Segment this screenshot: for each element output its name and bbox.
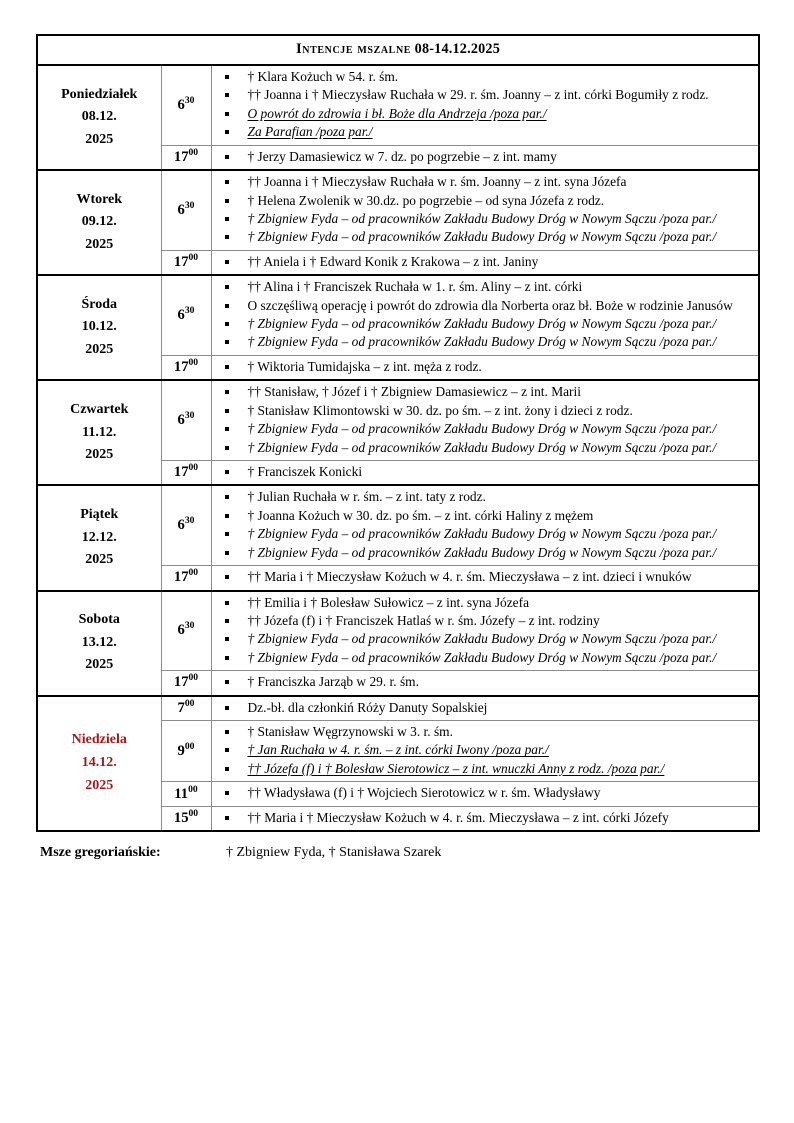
intention-text: †† Władysława (f) i † Wojciech Sierotowicz w r. śm. Władysławy bbox=[247, 785, 601, 801]
mass-minutes: 00 bbox=[188, 783, 198, 795]
header-row bbox=[37, 35, 759, 65]
mass-hour: 17 bbox=[173, 569, 189, 586]
day-name: Poniedziałek bbox=[61, 86, 138, 102]
day-cell bbox=[37, 275, 161, 380]
day-date: 10.12. bbox=[81, 319, 117, 335]
gregorian-masses-label: Msze gregoriańskie: bbox=[40, 845, 161, 861]
day-cell bbox=[37, 696, 161, 832]
day-year: 2025 bbox=[85, 236, 114, 252]
mass-minutes: 30 bbox=[184, 410, 195, 422]
mass-minutes: 00 bbox=[188, 147, 199, 159]
mass-minutes: 00 bbox=[188, 252, 199, 264]
intention-item bbox=[218, 173, 753, 191]
intention-item bbox=[218, 333, 753, 351]
intention-item bbox=[218, 278, 753, 296]
intention-item bbox=[218, 723, 753, 741]
mass-row bbox=[37, 485, 759, 565]
intention-item bbox=[218, 630, 753, 648]
intention-list bbox=[218, 673, 753, 691]
intention-text: †† Joanna i † Mieczysław Ruchała w r. śm. Joanny – z int. syna Józefa bbox=[247, 174, 627, 190]
intentions-cell bbox=[211, 721, 759, 782]
mass-minutes: 30 bbox=[184, 94, 195, 106]
mass-schedule-table bbox=[36, 34, 760, 832]
day-date: 08.12. bbox=[81, 109, 117, 125]
mass-time-cell bbox=[161, 380, 211, 460]
mass-time-cell bbox=[161, 721, 211, 782]
intention-list bbox=[218, 68, 753, 142]
intention-list bbox=[218, 463, 753, 481]
mass-hour: 11 bbox=[174, 785, 189, 802]
mass-minutes: 30 bbox=[184, 200, 195, 212]
mass-time-cell bbox=[161, 250, 211, 275]
page-title bbox=[37, 35, 759, 65]
intention-item bbox=[218, 358, 753, 376]
mass-row bbox=[37, 380, 759, 460]
intention-text: † Wiktoria Tumidajska – z int. męża z rodz. bbox=[247, 358, 482, 374]
intention-text: † Zbigniew Fyda – od pracowników Zakładu Budowy Dróg w Nowym Sączu /poza par./ bbox=[247, 631, 717, 647]
intentions-cell bbox=[211, 671, 759, 696]
mass-time-cell bbox=[161, 782, 211, 806]
mass-row bbox=[37, 696, 759, 721]
intention-item bbox=[218, 383, 753, 401]
intention-list bbox=[218, 809, 753, 827]
day-cell bbox=[37, 170, 161, 275]
intention-list bbox=[218, 699, 753, 717]
mass-hour: 17 bbox=[173, 148, 189, 165]
mass-time-cell bbox=[161, 806, 211, 831]
mass-minutes: 00 bbox=[188, 567, 199, 579]
intention-item bbox=[218, 507, 753, 525]
intention-item bbox=[218, 784, 753, 802]
mass-row bbox=[37, 65, 759, 145]
mass-minutes: 00 bbox=[184, 697, 195, 709]
intention-text: † Franciszka Jarząb w 29. r. śm. bbox=[247, 674, 419, 690]
intention-list bbox=[218, 383, 753, 457]
intention-text: †† Joanna i † Mieczysław Ruchała w 29. r. śm. Joanny – z int. córki Bogumiły z rodz. bbox=[247, 87, 709, 103]
mass-hour: 6 bbox=[177, 307, 185, 324]
intention-item bbox=[218, 297, 753, 315]
mass-hour: 7 bbox=[177, 699, 185, 716]
intention-text: † Zbigniew Fyda – od pracowników Zakładu Budowy Dróg w Nowym Sączu /poza par./ bbox=[247, 526, 717, 542]
intention-text: † Julian Ruchała w r. śm. – z int. taty z rodz. bbox=[247, 489, 486, 505]
intention-item bbox=[218, 402, 753, 420]
intention-text: † Zbigniew Fyda – od pracowników Zakładu Budowy Dróg w Nowym Sączu /poza par./ bbox=[247, 421, 717, 437]
day-cell bbox=[37, 65, 161, 170]
day-year: 2025 bbox=[85, 777, 114, 793]
intention-text: †† Józefa (f) i † Franciszek Hatlaś w r. śm. Józefy – z int. rodziny bbox=[247, 612, 600, 628]
intention-text: O szczęśliwą operację i powrót do zdrowia dla Norberta oraz bł. Boże w rodzinie Janusów bbox=[247, 297, 733, 313]
day-cell bbox=[37, 380, 161, 485]
intention-text: Dz.-bł. dla członkiń Róży Danuty Sopalskiej bbox=[247, 699, 488, 715]
intention-text: O powrót do zdrowia i bł. Boże dla Andrzeja /poza par./ bbox=[247, 105, 547, 121]
mass-time-cell bbox=[161, 275, 211, 355]
intention-item bbox=[218, 148, 753, 166]
intention-text: †† Alina i † Franciszek Ruchała w 1. r. śm. Aliny – z int. córki bbox=[247, 279, 583, 295]
day-name: Sobota bbox=[78, 612, 120, 628]
intentions-cell bbox=[211, 170, 759, 250]
intention-item bbox=[218, 210, 753, 228]
mass-hour: 17 bbox=[173, 674, 189, 691]
intentions-cell bbox=[211, 355, 759, 380]
intention-text: † Jerzy Damasiewicz w 7. dz. po pogrzebie – z int. mamy bbox=[247, 148, 557, 164]
mass-time-cell bbox=[161, 485, 211, 565]
table-header bbox=[37, 35, 759, 65]
intention-text: † Zbigniew Fyda – od pracowników Zakładu Budowy Dróg w Nowym Sączu /poza par./ bbox=[247, 316, 717, 332]
intentions-cell bbox=[211, 65, 759, 145]
day-year: 2025 bbox=[85, 342, 114, 358]
intentions-cell bbox=[211, 696, 759, 721]
intentions-cell bbox=[211, 275, 759, 355]
intention-text: †† Aniela i † Edward Konik z Krakowa – z int. Janiny bbox=[247, 253, 539, 269]
mass-minutes: 00 bbox=[188, 357, 199, 369]
day-year: 2025 bbox=[85, 552, 114, 568]
mass-hour: 6 bbox=[177, 201, 185, 218]
intention-text: † Franciszek Konicki bbox=[247, 463, 363, 479]
intention-item bbox=[218, 123, 753, 141]
intention-text: †† Józefa (f) i † Bolesław Sierotowicz – z int. wnuczki Anny z rodz. /poza par./ bbox=[247, 760, 665, 776]
intentions-cell bbox=[211, 380, 759, 460]
intentions-cell bbox=[211, 591, 759, 671]
mass-minutes: 30 bbox=[184, 515, 195, 527]
day-name: Czwartek bbox=[70, 401, 129, 417]
intention-text: Za Parafian /poza par./ bbox=[247, 124, 373, 140]
intention-text: † Joanna Kożuch w 30. dz. po śm. – z int. córki Haliny z mężem bbox=[247, 507, 594, 523]
mass-time-cell bbox=[161, 170, 211, 250]
gregorian-masses-value: † Zbigniew Fyda, † Stanisława Szarek bbox=[226, 845, 442, 861]
intention-text: †† Maria i † Mieczysław Kożuch w 4. r. śm. Mieczysława – z int. dzieci i wnuków bbox=[247, 569, 692, 585]
intention-item bbox=[218, 488, 753, 506]
day-name: Wtorek bbox=[76, 191, 123, 207]
intention-item bbox=[218, 649, 753, 667]
mass-hour: 17 bbox=[173, 253, 189, 270]
intention-item bbox=[218, 568, 753, 586]
intention-item bbox=[218, 741, 753, 759]
intention-item bbox=[218, 809, 753, 827]
mass-minutes: 00 bbox=[188, 462, 199, 474]
day-date: 12.12. bbox=[81, 529, 117, 545]
mass-minutes: 30 bbox=[184, 620, 195, 632]
title-date-range: 08-14.12.2025 bbox=[414, 41, 501, 57]
day-date: 13.12. bbox=[81, 634, 117, 650]
intention-list bbox=[218, 148, 753, 166]
intention-list bbox=[218, 723, 753, 778]
intention-item bbox=[218, 612, 753, 630]
mass-hour: 6 bbox=[177, 96, 185, 113]
intention-list bbox=[218, 173, 753, 247]
intention-list bbox=[218, 253, 753, 271]
mass-hour: 15 bbox=[173, 809, 189, 826]
mass-time-cell bbox=[161, 696, 211, 721]
intention-text: † Zbigniew Fyda – od pracowników Zakładu Budowy Dróg w Nowym Sączu /poza par./ bbox=[247, 210, 717, 226]
intentions-cell bbox=[211, 460, 759, 485]
intention-item bbox=[218, 439, 753, 457]
intention-list bbox=[218, 568, 753, 586]
intention-text: † Jan Ruchała w 4. r. śm. – z int. córki Iwony /poza par./ bbox=[247, 742, 549, 758]
mass-hour: 17 bbox=[173, 464, 189, 481]
intention-list bbox=[218, 278, 753, 352]
intention-text: † Zbigniew Fyda – od pracowników Zakładu Budowy Dróg w Nowym Sączu /poza par./ bbox=[247, 439, 717, 455]
day-name: Niedziela bbox=[71, 732, 127, 748]
mass-hour: 6 bbox=[177, 622, 185, 639]
intention-item bbox=[218, 463, 753, 481]
intention-item bbox=[218, 594, 753, 612]
intention-list bbox=[218, 488, 753, 562]
mass-minutes: 00 bbox=[188, 808, 199, 820]
intention-text: †† Maria i † Mieczysław Kożuch w 4. r. śm. Mieczysława – z int. córki Józefy bbox=[247, 809, 669, 825]
mass-hour: 9 bbox=[177, 742, 185, 759]
intention-text: †† Emilia i † Bolesław Sułowicz – z int. syna Józefa bbox=[247, 594, 530, 610]
mass-hour: 6 bbox=[177, 517, 185, 534]
intention-text: † Helena Zwolenik w 30.dz. po pogrzebie – od syna Józefa z rodz. bbox=[247, 192, 605, 208]
intention-item bbox=[218, 253, 753, 271]
intention-text: † Klara Kożuch w 54. r. śm. bbox=[247, 68, 399, 84]
intentions-cell bbox=[211, 250, 759, 275]
mass-hour: 17 bbox=[173, 359, 189, 376]
intention-item bbox=[218, 86, 753, 104]
intention-item bbox=[218, 544, 753, 562]
day-name: Środa bbox=[81, 296, 118, 312]
mass-minutes: 00 bbox=[184, 740, 195, 752]
intention-item bbox=[218, 699, 753, 717]
intention-text: † Stanisław Węgrzynowski w 3. r. śm. bbox=[247, 724, 453, 740]
day-cell bbox=[37, 485, 161, 590]
intention-item bbox=[218, 192, 753, 210]
intention-item bbox=[218, 760, 753, 778]
intention-item bbox=[218, 315, 753, 333]
intention-item bbox=[218, 105, 753, 123]
day-date: 14.12. bbox=[81, 755, 117, 771]
table-body bbox=[37, 65, 759, 831]
intention-text: † Stanisław Klimontowski w 30. dz. po śm. – z int. żony i dzieci z rodz. bbox=[247, 402, 633, 418]
intention-list bbox=[218, 594, 753, 668]
mass-time-cell bbox=[161, 65, 211, 145]
mass-time-cell bbox=[161, 355, 211, 380]
mass-time-cell bbox=[161, 591, 211, 671]
mass-time-cell bbox=[161, 566, 211, 591]
day-date: 11.12. bbox=[82, 424, 117, 440]
mass-time-cell bbox=[161, 671, 211, 696]
intention-text: † Zbigniew Fyda – od pracowników Zakładu Budowy Dróg w Nowym Sączu /poza par./ bbox=[247, 649, 717, 665]
mass-minutes: 30 bbox=[184, 305, 195, 317]
intention-item bbox=[218, 420, 753, 438]
mass-row bbox=[37, 591, 759, 671]
intentions-cell bbox=[211, 566, 759, 591]
day-year: 2025 bbox=[85, 447, 114, 463]
day-date: 09.12. bbox=[81, 214, 117, 230]
intentions-cell bbox=[211, 806, 759, 831]
intention-text: †† Stanisław, † Józef i † Zbigniew Damasiewicz – z int. Marii bbox=[247, 384, 581, 400]
intention-text: † Zbigniew Fyda – od pracowników Zakładu Budowy Dróg w Nowym Sączu /poza par./ bbox=[247, 544, 717, 560]
intention-item bbox=[218, 673, 753, 691]
day-cell bbox=[37, 591, 161, 696]
intentions-cell bbox=[211, 145, 759, 170]
mass-row bbox=[37, 275, 759, 355]
day-name: Piątek bbox=[80, 506, 119, 522]
intention-item bbox=[218, 525, 753, 543]
intention-text: † Zbigniew Fyda – od pracowników Zakładu Budowy Dróg w Nowym Sączu /poza par./ bbox=[247, 229, 717, 245]
intentions-cell bbox=[211, 485, 759, 565]
mass-hour: 6 bbox=[177, 412, 185, 429]
gregorian-masses-footer bbox=[36, 845, 758, 861]
day-year: 2025 bbox=[85, 131, 114, 147]
mass-time-cell bbox=[161, 145, 211, 170]
intention-list bbox=[218, 358, 753, 376]
intention-item bbox=[218, 68, 753, 86]
intention-list bbox=[218, 784, 753, 802]
intentions-cell bbox=[211, 782, 759, 806]
intention-text: † Zbigniew Fyda – od pracowników Zakładu Budowy Dróg w Nowym Sączu /poza par./ bbox=[247, 334, 717, 350]
intention-item bbox=[218, 228, 753, 246]
mass-row bbox=[37, 170, 759, 250]
mass-time-cell bbox=[161, 460, 211, 485]
day-year: 2025 bbox=[85, 657, 114, 673]
title-smallcaps: Intencje mszalne bbox=[295, 41, 412, 57]
mass-minutes: 00 bbox=[188, 672, 199, 684]
